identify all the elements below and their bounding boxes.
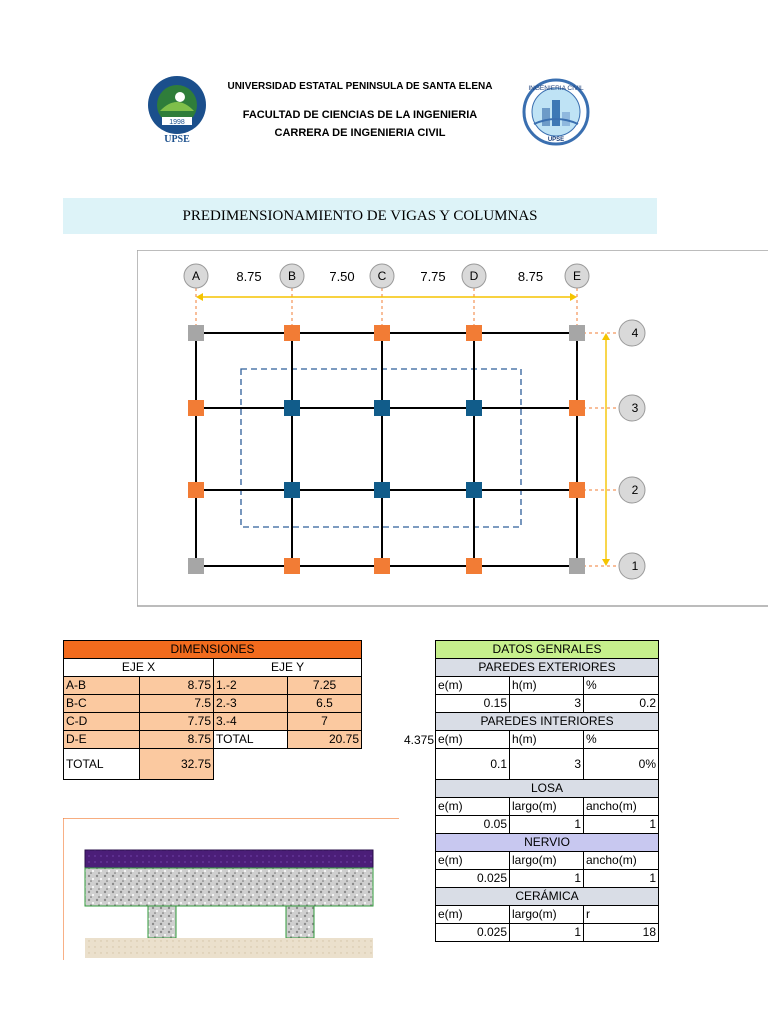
cell-value: 0.025 (436, 870, 510, 888)
cell-value: 0.15 (436, 695, 510, 713)
cell-value: 0.2 (584, 695, 659, 713)
cell-value: 18 (584, 924, 659, 942)
axis-label-x: E (572, 269, 582, 283)
col-label: largo(m) (510, 852, 584, 870)
axis-label-y: 4 (631, 326, 639, 340)
inner-column (284, 482, 300, 498)
axis-label-y: 2 (631, 483, 639, 497)
faculty-name: FACULTAD DE CIENCIAS DE LA INGENIERIA (242, 109, 478, 121)
datos-table-wrap (435, 640, 659, 942)
col-label: r (584, 906, 659, 924)
corner-column (569, 558, 585, 574)
cell-value: 0.05 (436, 816, 510, 834)
axis-label-x: A (191, 269, 201, 283)
x-span-value: 8.75 (140, 731, 214, 749)
y-span-value: 6.5 (288, 695, 362, 713)
dimension-arrow (196, 293, 203, 301)
col-label: h(m) (510, 731, 584, 749)
y-span-name: 1.-2 (214, 677, 288, 695)
y-total-value: 20.75 (288, 731, 362, 749)
edge-column (569, 482, 585, 498)
col-label: ancho(m) (584, 798, 659, 816)
y-span-name: 2.-3 (214, 695, 288, 713)
x-total-value: 32.75 (140, 749, 214, 780)
university-name: UNIVERSIDAD ESTATAL PENINSULA DE SANTA ELENA (227, 81, 493, 92)
rib-right (286, 906, 314, 938)
y-span-name: 3.-4 (214, 713, 288, 731)
col-label: e(m) (436, 906, 510, 924)
edge-column (284, 558, 300, 574)
y-span-value: 7 (288, 713, 362, 731)
x-span-name: A-B (64, 677, 140, 695)
inner-column (284, 400, 300, 416)
section-title: LOSA (436, 780, 659, 798)
plan-svg (137, 250, 768, 607)
section-title: PAREDES EXTERIORES (436, 659, 659, 677)
x-span-value: 7.5 (140, 695, 214, 713)
edge-column (466, 325, 482, 341)
civil-logo-sub: UPSE (547, 137, 565, 143)
cell-value: 3 (510, 695, 584, 713)
axis-label-x: D (469, 269, 479, 283)
edge-column (569, 400, 585, 416)
col-label: largo(m) (510, 906, 584, 924)
section-title: CERÁMICA (436, 888, 659, 906)
page-title: PREDIMENSIONAMIENTO DE VIGAS Y COLUMNAS (63, 198, 657, 234)
rib-left (148, 906, 176, 938)
span-label: 8.75 (236, 269, 262, 284)
dimensiones-table-wrap (63, 640, 362, 780)
upse-logo-text: UPSE (164, 134, 190, 143)
cell-value: 0.1 (436, 749, 510, 780)
edge-column (374, 325, 390, 341)
upse-logo-year: 1998 (169, 119, 185, 126)
edge-column (374, 558, 390, 574)
span-label: 7.50 (329, 269, 355, 284)
cell-value: 1 (510, 870, 584, 888)
inner-column (374, 482, 390, 498)
eje-y-label: EJE Y (214, 659, 362, 677)
dimensiones-table (63, 640, 362, 780)
upse-logo (146, 75, 208, 143)
datos-header: DATOS GENRALES (436, 641, 659, 659)
col-label: % (584, 731, 659, 749)
span-label: 8.75 (517, 269, 544, 284)
x-span-name: D-E (64, 731, 140, 749)
col-label: ancho(m) (584, 852, 659, 870)
slab-layer (85, 868, 373, 906)
cell-value: 3 (510, 749, 584, 780)
eje-x-label: EJE X (64, 659, 214, 677)
dimension-arrow (602, 333, 610, 340)
axis-label-x: B (287, 269, 297, 283)
col-label: largo(m) (510, 798, 584, 816)
inner-column (466, 482, 482, 498)
civil-engineering-logo (520, 78, 592, 146)
col-label: e(m) (436, 677, 510, 695)
civil-logo-text: INGENIERIA CIVIL (528, 85, 584, 92)
corner-column (188, 325, 204, 341)
section-title: PAREDES INTERIORES (436, 713, 659, 731)
edge-column (188, 482, 204, 498)
datos-side-value: 4.375 (403, 733, 434, 747)
section-title: NERVIO (436, 834, 659, 852)
ground-layer (85, 938, 373, 958)
col-label: e(m) (436, 731, 510, 749)
col-label: e(m) (436, 852, 510, 870)
edge-column (284, 325, 300, 341)
edge-column (188, 400, 204, 416)
career-name: CARRERA DE INGENIERIA CIVIL (274, 127, 446, 139)
cell-value: 0% (584, 749, 659, 780)
plan-frame (137, 250, 768, 606)
x-span-value: 8.75 (140, 677, 214, 695)
x-total-label: TOTAL (64, 749, 140, 780)
axis-label-y: 3 (631, 401, 639, 415)
x-span-name: C-D (64, 713, 140, 731)
dimension-arrow (602, 559, 610, 566)
span-label: 7.75 (420, 269, 446, 284)
axis-label-y: 1 (631, 559, 639, 573)
dimension-arrow (570, 293, 577, 301)
ceramic-layer (85, 850, 373, 868)
cell-value: 1 (510, 816, 584, 834)
slab-section-drawing (63, 818, 399, 960)
structural-plan (137, 250, 768, 607)
y-total-label: TOTAL (214, 731, 288, 749)
col-label: % (584, 677, 659, 695)
datos-generales-table (435, 640, 659, 942)
axis-label-x: C (377, 269, 387, 283)
x-span-name: B-C (64, 695, 140, 713)
col-label: h(m) (510, 677, 584, 695)
inner-column (466, 400, 482, 416)
cell-value: 0.025 (436, 924, 510, 942)
cell-value: 1 (584, 816, 659, 834)
inner-column (374, 400, 390, 416)
x-span-value: 7.75 (140, 713, 214, 731)
corner-column (188, 558, 204, 574)
edge-column (466, 558, 482, 574)
cell-value: 1 (584, 870, 659, 888)
cell-value: 1 (510, 924, 584, 942)
y-span-value: 7.25 (288, 677, 362, 695)
dimensiones-header: DIMENSIONES (64, 641, 362, 659)
corner-column (569, 325, 585, 341)
col-label: e(m) (436, 798, 510, 816)
